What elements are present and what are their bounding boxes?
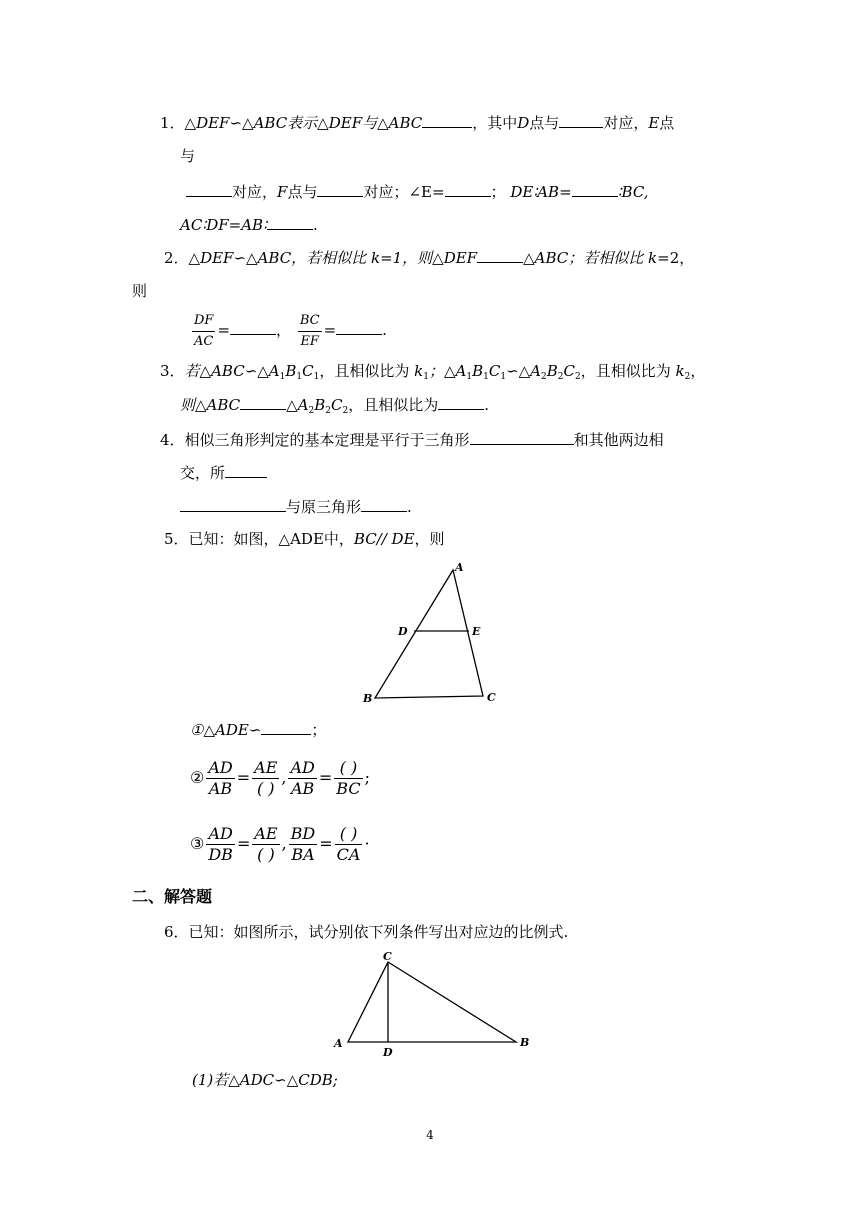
q2-blank-3[interactable] <box>336 319 382 335</box>
q6-triangle-figure <box>325 948 540 1060</box>
q2-line1: 2．△DEF∽△ABC，若相似比 k=1，则△DEF △ABC；若相似比 k=2， <box>164 249 695 267</box>
q4-blank-2[interactable] <box>225 462 267 478</box>
q6-item1: (1)若△ADC∽△CDB; <box>192 1071 338 1089</box>
q1-line1: 1．△DEF∽△ABC表示△DEF与△ABC ，其中D点与 对应，E点 <box>160 114 675 132</box>
q4-line2: 交，所 <box>180 462 267 483</box>
q4-blank-4[interactable] <box>361 496 407 512</box>
q4-line1: 4．相似三角形判定的基本定理是平行于三角形 和其他两边相 <box>160 431 664 449</box>
label-a: A <box>455 561 464 574</box>
q5-item1: ①△ADE∽ ； <box>190 721 327 739</box>
label-c: C <box>383 950 392 963</box>
label-d: D <box>383 1046 393 1059</box>
label-b: B <box>520 1036 530 1049</box>
q4-blank-1[interactable] <box>470 429 574 445</box>
q1-line4: AC∶DF=AB∶ . <box>180 216 318 234</box>
q2-fractions: $\frac{DF}{AC}$ = ， $\frac{BC}{EF}$ = . <box>190 309 387 352</box>
q5-paren-blank-2[interactable]: ( ) <box>334 758 362 779</box>
q1-blank-3[interactable] <box>186 181 232 197</box>
q5-paren-blank-1[interactable]: ( ) <box>256 779 275 798</box>
q5-line1: 5．已知：如图，△ADE中，BC// DE，则 <box>164 530 445 548</box>
q1-blank-1[interactable] <box>422 112 472 128</box>
q3-blank-1[interactable] <box>240 394 286 410</box>
q5-item3: ③ $\frac{AD}{DB}$ = AE ( ) , $\frac{BD}{BA}$ = ( ) CA · <box>190 824 370 864</box>
q1-line3: 对应，F点与 对应；∠E= ； DE∶AB= ∶BC, <box>186 181 649 202</box>
q1-text-a: △DEF∽△ABC表示△DEF与△ABC <box>184 114 423 132</box>
q5-item2: ② $\frac{AD}{AB}$ = AE ( ) , $\frac{AD}{AB}$ = ( ) BC ; <box>190 758 370 798</box>
q4-blank-3[interactable] <box>180 496 286 512</box>
q5-paren-blank-4[interactable]: ( ) <box>335 824 363 845</box>
q2-frac-df-ac: $\frac{DF}{AC}$ <box>194 312 214 349</box>
q3-line2: 则△ABC $\triangle A_2B_2C_2$，且相似比为 . <box>180 396 490 416</box>
label-c: C <box>487 691 496 704</box>
triangle-acb-outline <box>348 962 516 1042</box>
q4-line3: 与原三角形 . <box>180 496 412 517</box>
q1-blank-7[interactable] <box>267 214 313 230</box>
label-d: D <box>398 625 408 638</box>
q3-blank-2[interactable] <box>438 394 484 410</box>
q1-blank-5[interactable] <box>445 181 491 197</box>
q2-blank-1[interactable] <box>477 247 523 263</box>
q6-line1: 6．已知：如图所示，试分别依下列条件写出对应边的比例式. <box>164 923 569 941</box>
q2-frac-bc-ef: $\frac{BC}{EF}$ <box>299 312 320 349</box>
label-b: B <box>363 692 373 705</box>
label-e: E <box>472 625 481 638</box>
q3-line1: 3．若$\triangle ABC∽\triangle A_1B_1C_1$，且相似比为 $k_1$；$\triangle A_1B_1C_1∽\triangle A_2B_2C_2$，且相似比为 $k_2$， <box>160 362 706 382</box>
section-title: 二、解答题 <box>132 887 213 906</box>
q1-line2: 与 <box>180 147 196 165</box>
q1-blank-2[interactable] <box>559 112 603 128</box>
q2-line2: 则 <box>132 282 148 300</box>
q1-blank-4[interactable] <box>317 181 363 197</box>
triangle-abc-outline <box>375 570 483 698</box>
q5-triangle-figure <box>355 555 515 710</box>
q2-blank-2[interactable] <box>230 319 276 335</box>
q1-blank-6[interactable] <box>572 181 618 197</box>
page-number: 4 <box>426 1128 434 1142</box>
q5-paren-blank-3[interactable]: ( ) <box>257 845 275 864</box>
label-a: A <box>334 1037 343 1050</box>
q5-blank-1[interactable] <box>261 719 311 735</box>
